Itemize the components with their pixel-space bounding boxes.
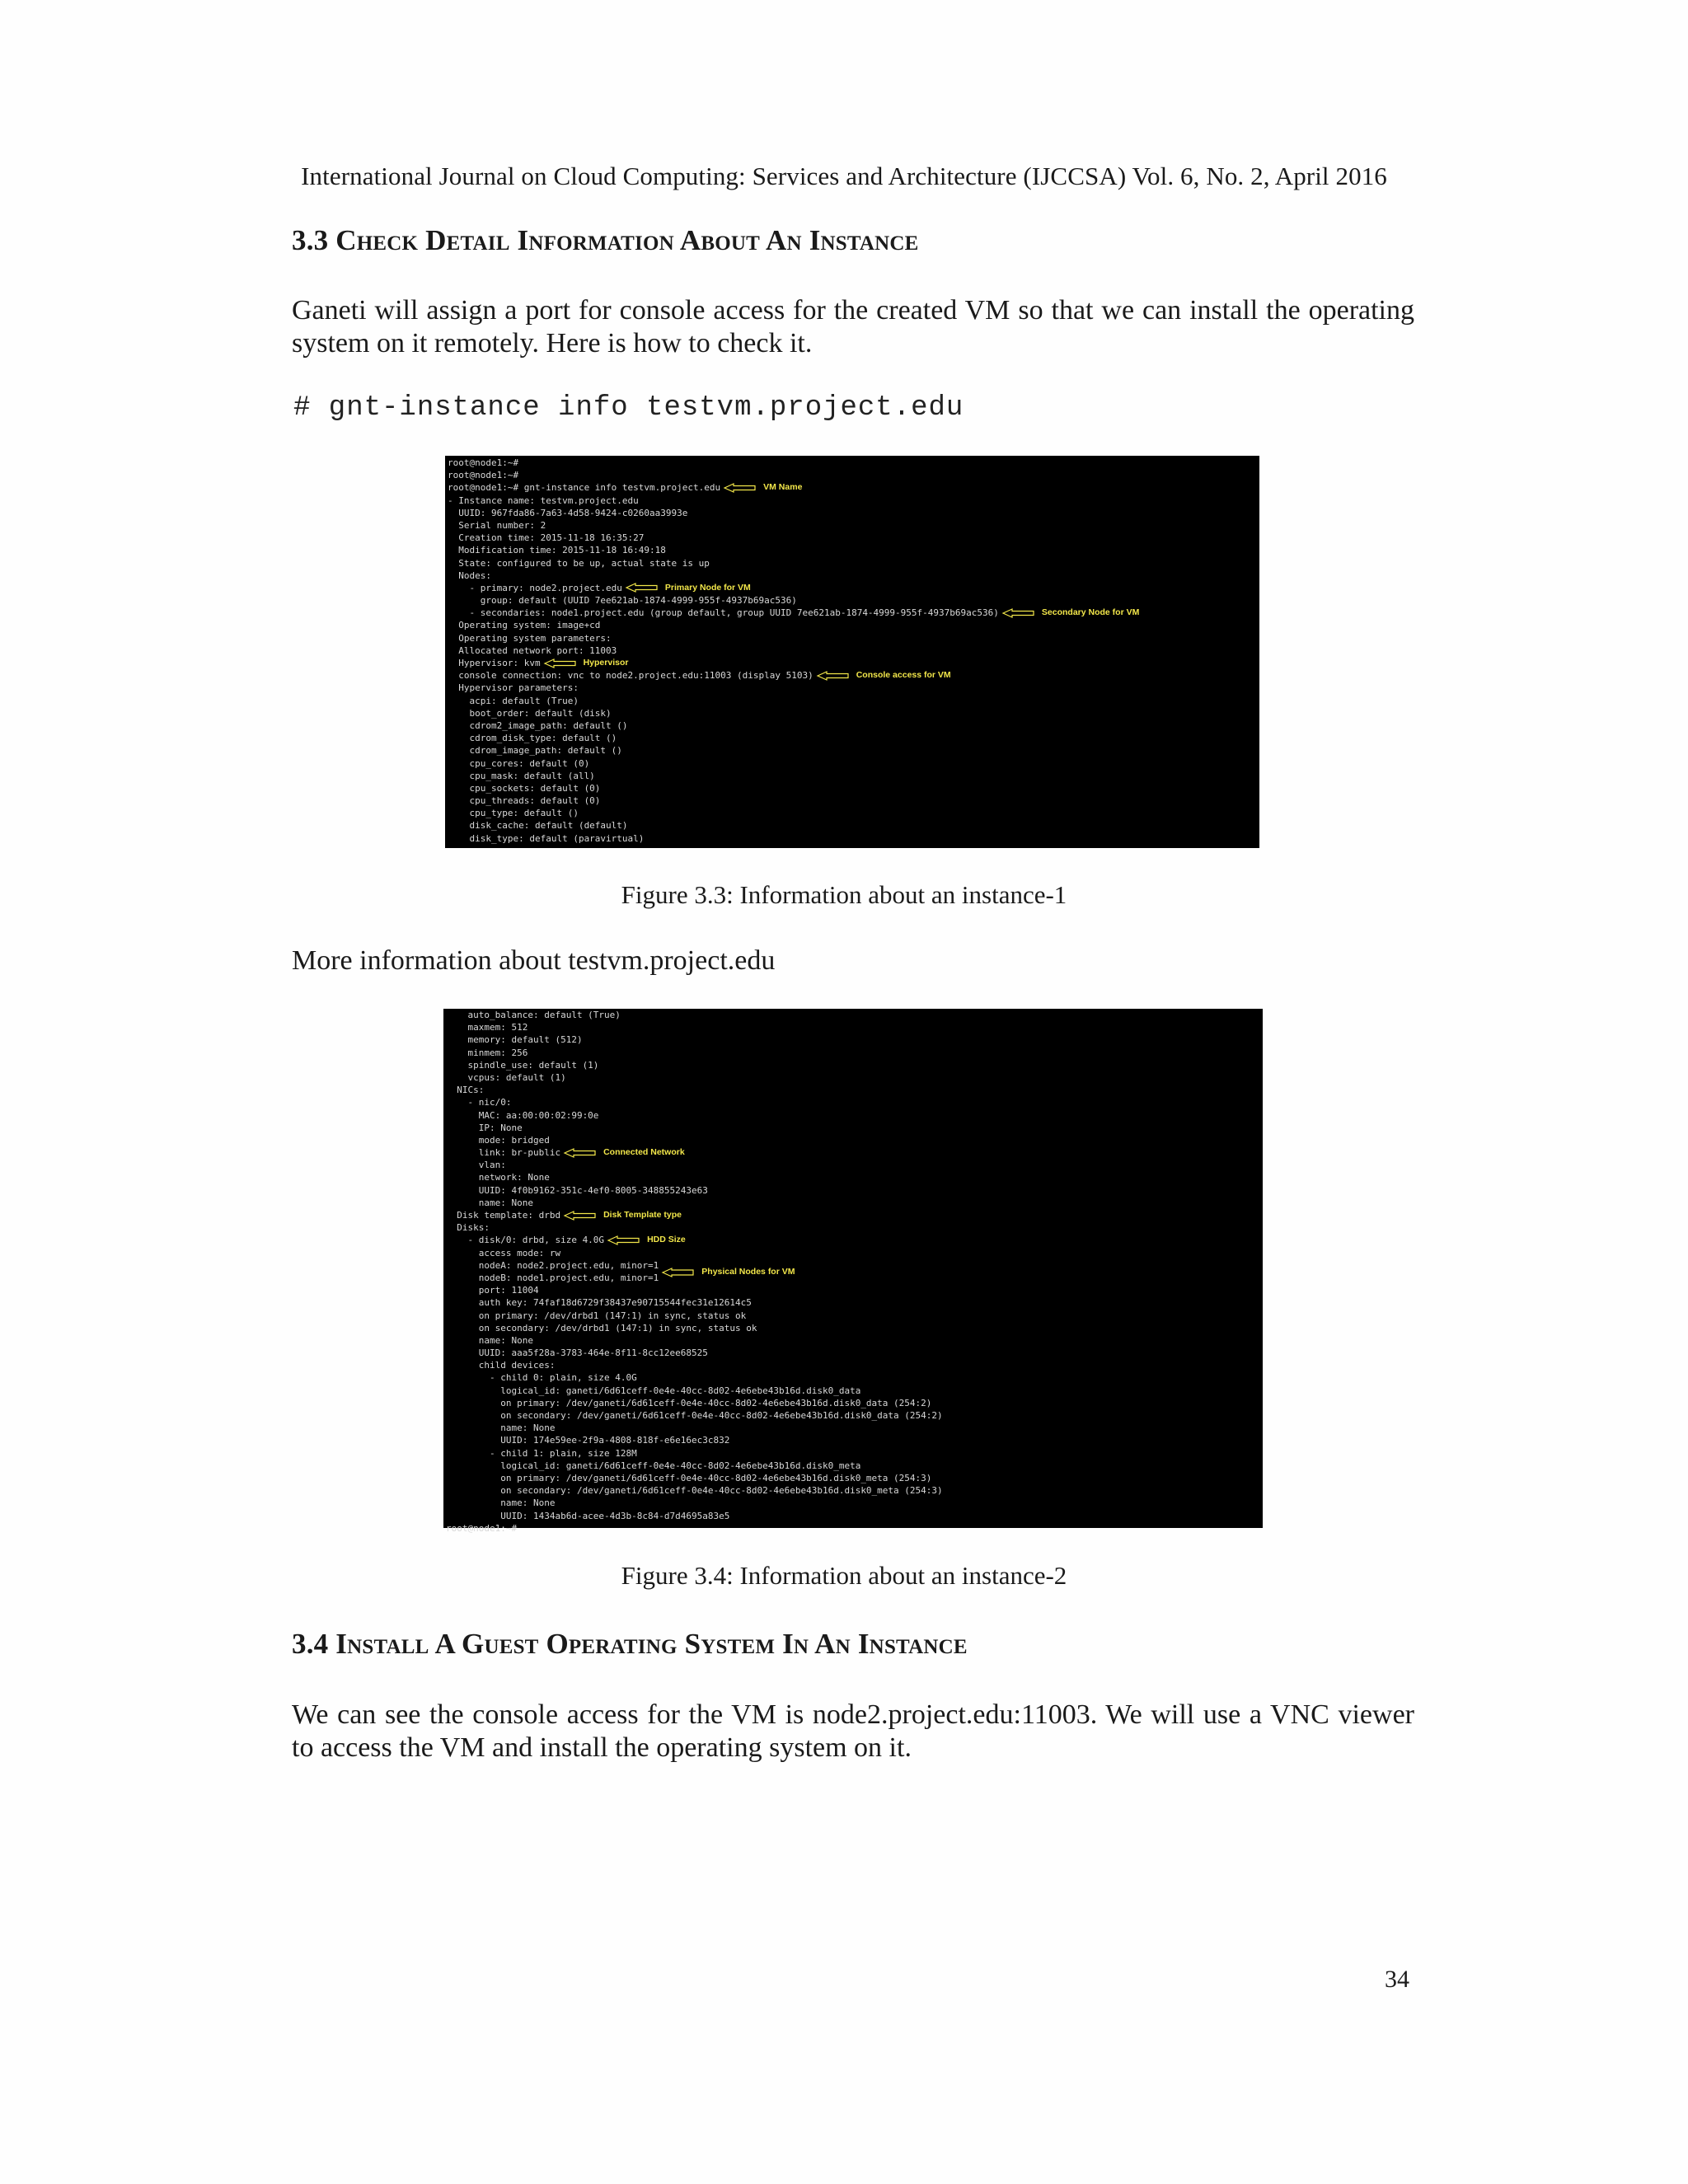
terminal-line [446, 1059, 1263, 1071]
terminal-line [446, 1209, 1263, 1221]
terminal-line-text: acpi: default (True) [448, 695, 579, 706]
terminal-line-text: disk_cache: default (default) [448, 820, 628, 832]
annotation-label: Hypervisor [583, 658, 629, 668]
terminal-line-text: minmem: 256 [446, 1047, 528, 1058]
terminal-line [448, 757, 1259, 770]
left-arrow-icon [564, 1148, 597, 1158]
terminal-line [446, 1472, 1263, 1484]
terminal-line-text: MAC: aa:00:00:02:99:0e [446, 1109, 599, 1121]
terminal-line-text: UUID: 967fda86-7a63-4d58-9424-c0260aa3993e [448, 507, 688, 518]
terminal-line-text: on primary: /dev/drbd1 (147:1) in sync, status ok [446, 1310, 747, 1321]
terminal-line-text: name: None [446, 1497, 556, 1509]
terminal-line-text: vlan: [446, 1160, 506, 1171]
terminal-line-text: auth key: 74faf18d6729f38437e90715544fec31e12614c5 [446, 1297, 752, 1309]
terminal-line [446, 1184, 1263, 1197]
annotation-label: Physical Nodes for VM [701, 1266, 795, 1277]
terminal-line [448, 481, 1259, 494]
terminal-line-text: nodeB: node1.project.edu, minor=1 [446, 1272, 659, 1283]
figure-3-3-caption: Figure 3.3: Information about an instance-1 [621, 880, 1067, 909]
left-arrow-icon [626, 583, 659, 593]
terminal-line [446, 1522, 1263, 1535]
terminal-line-text: cpu_threads: default (0) [448, 795, 601, 807]
left-arrow-icon [1002, 608, 1035, 618]
terminal-line [446, 1071, 1263, 1084]
terminal-line-text: auto_balance: default (True) [446, 1010, 621, 1020]
page-number: 34 [1385, 1966, 1409, 1993]
terminal-line-text: UUID: aaa5f28a-3783-464e-8f11-8cc12ee68525 [446, 1347, 708, 1359]
terminal-line [448, 469, 1259, 481]
terminal-line-text: UUID: 174e59ee-2f9a-4808-818f-e6e16ec3c832 [446, 1435, 730, 1446]
section-heading-3-3: 3.3 Check Detail Information About An Instance [292, 224, 919, 256]
section-3-3-paragraph: Ganeti will assign a port for console access for the created VM so that we can install the operating system on it remotely. Here is how to check it. [292, 295, 1414, 359]
left-arrow-icon [662, 1258, 695, 1286]
terminal-line-text: Allocated network port: 11003 [448, 644, 617, 656]
terminal-line-text: on secondary: /dev/ganeti/6d61ceff-0e4e-40cc-8d02-4e6ebe43b16d.disk0_meta (254:3) [446, 1485, 943, 1497]
terminal-line [448, 569, 1259, 582]
terminal-line [446, 1347, 1263, 1359]
terminal-line-text: Serial number: 2 [448, 519, 546, 531]
command-line: # gnt-instance info testvm.project.edu [293, 392, 964, 424]
terminal-line-text: IP: None [446, 1122, 523, 1133]
terminal-line [448, 695, 1259, 707]
terminal-line [448, 532, 1259, 544]
left-arrow-icon [817, 671, 850, 681]
terminal-line-text: UUID: 1434ab6d-acee-4d3b-8c84-d7d4695a83e5 [446, 1510, 730, 1521]
terminal-line-text: cdrom_image_path: default () [448, 745, 622, 757]
annotation-label: HDD Size [647, 1235, 686, 1245]
terminal-line [448, 557, 1259, 569]
terminal-line [446, 1310, 1263, 1322]
annotation-label: Disk Template type [603, 1210, 682, 1220]
terminal-line-text: - nic/0: [446, 1097, 512, 1108]
terminal-line-text: child devices: [446, 1360, 556, 1371]
terminal-line [446, 1359, 1263, 1371]
terminal-line [446, 1221, 1263, 1234]
terminal-line-text: cpu_type: default () [448, 808, 579, 819]
terminal-line-text: spindle_use: default (1) [446, 1059, 599, 1071]
terminal-line-text: Disks: [446, 1222, 490, 1234]
terminal-line [448, 582, 1259, 594]
terminal-line [446, 1409, 1263, 1422]
terminal-line [448, 770, 1259, 782]
terminal-line [446, 1434, 1263, 1446]
left-arrow-icon [564, 1211, 597, 1221]
annotation-callout [662, 1258, 795, 1286]
terminal-line [446, 1021, 1263, 1033]
terminal-line-text: Hypervisor: kvm [448, 658, 541, 668]
terminal-line [448, 819, 1259, 832]
terminal-line [448, 632, 1259, 644]
terminal-line-text: link: br-public [446, 1147, 561, 1159]
terminal-line-text: port: 11004 [446, 1285, 539, 1296]
terminal-line [448, 494, 1259, 507]
terminal-line [446, 1460, 1263, 1472]
terminal-line [448, 657, 1259, 669]
terminal-line-text: on secondary: /dev/drbd1 (147:1) in sync, status ok [446, 1322, 757, 1333]
terminal-line-text: Disk template: drbd [446, 1210, 561, 1221]
figure-3-4-caption: Figure 3.4: Information about an instance-2 [621, 1561, 1067, 1590]
left-arrow-icon [724, 483, 757, 493]
annotation-label: VM Name [763, 482, 803, 493]
terminal-line-text: logical_id: ganeti/6d61ceff-0e4e-40cc-8d02-4e6ebe43b16d.disk0_meta [446, 1460, 861, 1471]
terminal-line [446, 1422, 1263, 1434]
annotation-callout [724, 481, 802, 494]
terminal-line-text: on primary: /dev/ganeti/6d61ceff-0e4e-40cc-8d02-4e6ebe43b16d.disk0_data (254:2) [446, 1397, 932, 1408]
terminal-line [446, 1109, 1263, 1122]
terminal-line-text: network: None [446, 1172, 550, 1183]
terminal-line [448, 744, 1259, 757]
terminal-line [446, 1084, 1263, 1096]
terminal-line [446, 1397, 1263, 1409]
terminal-line-text: - primary: node2.project.edu [448, 582, 622, 593]
terminal-line [448, 607, 1259, 619]
terminal-line-text: - Instance name: testvm.project.edu [448, 494, 639, 506]
terminal-line-text: cpu_mask: default (all) [448, 770, 595, 781]
terminal-line-text: Hypervisor parameters: [448, 682, 579, 694]
terminal-line-text: UUID: 4f0b9162-351c-4ef0-8005-348855243e63 [446, 1184, 708, 1196]
terminal-screenshot-figure-3-3 [445, 456, 1259, 848]
annotation-callout [626, 582, 751, 594]
terminal-line [446, 1334, 1263, 1347]
more-information-text: More information about testvm.project.edu [292, 945, 776, 976]
terminal-line-text: boot_order: default (disk) [448, 707, 612, 719]
terminal-line-text: Operating system parameters: [448, 632, 612, 644]
left-arrow-icon [544, 658, 577, 668]
terminal-line [446, 1296, 1263, 1309]
terminal-line [446, 1122, 1263, 1134]
terminal-line [448, 794, 1259, 807]
terminal-line-text: Nodes: [448, 569, 491, 581]
terminal-line [448, 707, 1259, 719]
terminal-line [448, 457, 1259, 469]
terminal-line [448, 732, 1259, 744]
terminal-line-text: group: default (UUID 7ee621ab-1874-4999-955f-4937b69ac536) [448, 595, 797, 607]
annotation-callout [607, 1234, 686, 1246]
terminal-line [446, 1047, 1263, 1059]
terminal-line [446, 1096, 1263, 1108]
terminal-line-text: - disk/0: drbd, size 4.0G [446, 1235, 605, 1246]
terminal-line-text: console connection: vnc to node2.project.edu:11003 (display 5103) [448, 670, 814, 682]
terminal-line [448, 669, 1259, 682]
terminal-line-text: access mode: rw [446, 1247, 561, 1258]
terminal-line [448, 782, 1259, 794]
terminal-line-text: root@node1:~# [446, 1522, 518, 1534]
terminal-line [448, 544, 1259, 556]
terminal-line [448, 519, 1259, 532]
terminal-line [446, 1159, 1263, 1171]
annotation-label: Secondary Node for VM [1041, 607, 1140, 618]
terminal-line [448, 682, 1259, 694]
terminal-line-text: maxmem: 512 [446, 1022, 528, 1033]
terminal-line [446, 1497, 1263, 1509]
terminal-line [446, 1447, 1263, 1460]
terminal-line [446, 1009, 1263, 1021]
terminal-line-text: on primary: /dev/ganeti/6d61ceff-0e4e-40cc-8d02-4e6ebe43b16d.disk0_meta (254:3) [446, 1472, 932, 1483]
running-head: International Journal on Cloud Computing: Services and Architecture (IJCCSA) Vol. 6, No. 2, April 2016 [301, 162, 1387, 190]
terminal-line [448, 594, 1259, 607]
terminal-line-text: cdrom_disk_type: default () [448, 733, 617, 744]
terminal-line-text: NICs: [446, 1085, 485, 1096]
terminal-line [446, 1171, 1263, 1183]
terminal-line [446, 1146, 1263, 1159]
terminal-line [446, 1197, 1263, 1209]
terminal-line-text: cdrom2_image_path: default () [448, 719, 628, 731]
section-3-4-paragraph: We can see the console access for the VM is node2.project.edu:11003. We will use a VNC viewer to access the VM and install the operating system on it. [292, 1699, 1414, 1763]
annotation-label: Primary Node for VM [664, 582, 751, 593]
terminal-line-text: root@node1:~# gnt-instance info testvm.project.edu [448, 482, 721, 494]
terminal-line-text: name: None [446, 1197, 533, 1208]
section-heading-3-4: 3.4 Install A Guest Operating System In An Instance [292, 1628, 968, 1660]
terminal-line [446, 1259, 1263, 1272]
terminal-line-text: cpu_cores: default (0) [448, 757, 590, 769]
terminal-line [448, 507, 1259, 519]
terminal-line [446, 1284, 1263, 1296]
terminal-line-text: mode: bridged [446, 1134, 550, 1146]
terminal-line [448, 832, 1259, 845]
terminal-line [446, 1510, 1263, 1522]
terminal-line-text: name: None [446, 1334, 533, 1346]
terminal-line [448, 644, 1259, 657]
terminal-line-text: State: configured to be up, actual state is up [448, 557, 710, 569]
terminal-line-text: name: None [446, 1422, 556, 1434]
annotation-callout [817, 669, 951, 682]
terminal-line-text: vcpus: default (1) [446, 1071, 566, 1083]
terminal-line-text: disk_type: default (paravirtual) [448, 832, 645, 844]
terminal-line [446, 1033, 1263, 1046]
terminal-line-text: cpu_sockets: default (0) [448, 782, 601, 794]
terminal-line-text: Modification time: 2015-11-18 16:49:18 [448, 545, 666, 556]
terminal-line [448, 619, 1259, 631]
terminal-line [448, 807, 1259, 819]
terminal-line [448, 719, 1259, 732]
terminal-line-text: root@node1:~# [448, 470, 519, 481]
annotation-callout [564, 1146, 685, 1159]
terminal-line [446, 1234, 1263, 1246]
terminal-line [446, 1266, 1263, 1284]
annotation-label: Console access for VM [856, 670, 951, 681]
terminal-line [446, 1322, 1263, 1334]
terminal-line-text: root@node1:~# [448, 457, 519, 468]
terminal-line-text: nodeA: node2.project.edu, minor=1 [446, 1259, 659, 1271]
terminal-line [446, 1484, 1263, 1497]
annotation-callout [544, 657, 629, 669]
terminal-screenshot-figure-3-4 [443, 1009, 1263, 1534]
terminal-line-text: memory: default (512) [446, 1034, 583, 1046]
terminal-line-text: Creation time: 2015-11-18 16:35:27 [448, 532, 645, 544]
terminal-line-text: logical_id: ganeti/6d61ceff-0e4e-40cc-8d02-4e6ebe43b16d.disk0_data [446, 1385, 861, 1396]
terminal-line [446, 1385, 1263, 1397]
left-arrow-icon [607, 1235, 640, 1245]
terminal-line-text: - child 0: plain, size 4.0G [446, 1372, 637, 1384]
annotation-callout [564, 1209, 682, 1221]
terminal-line [446, 1371, 1263, 1384]
terminal-line-text: on secondary: /dev/ganeti/6d61ceff-0e4e-40cc-8d02-4e6ebe43b16d.disk0_data (254:2) [446, 1410, 943, 1421]
annotation-callout [1002, 607, 1139, 619]
terminal-line-text: - child 1: plain, size 128M [446, 1447, 637, 1459]
terminal-line [446, 1247, 1263, 1259]
terminal-line [446, 1134, 1263, 1146]
terminal-line-text: Operating system: image+cd [448, 620, 601, 631]
terminal-line-text: - secondaries: node1.project.edu (group default, group UUID 7ee621ab-1874-4999-955f-4937b69ac536) [448, 607, 999, 619]
annotation-label: Connected Network [603, 1147, 685, 1158]
